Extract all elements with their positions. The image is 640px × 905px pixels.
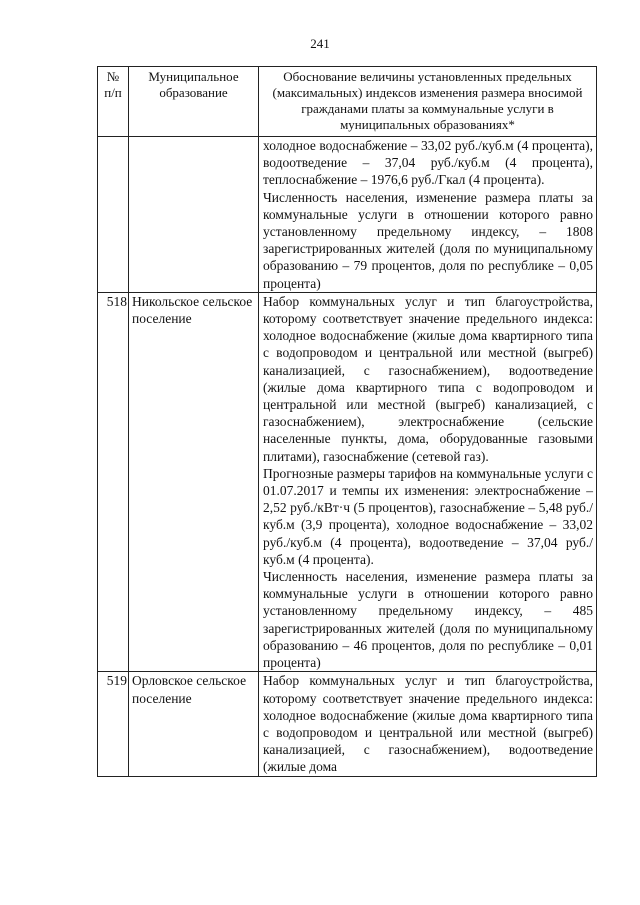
justification-cell — [259, 137, 597, 293]
tariff-justification-table — [97, 66, 597, 777]
justification-paragraph: Прогнозные размеры тарифов на коммунальные услуги с 01.07.2017 и темпы их изменения: электроснабжение – 2,52 руб./кВт·ч (5 процентов), газоснабжение – 5,48 руб./куб.м (3,9 процента), холодное водоснабжение – 33,02 руб./куб.м (4 процента), водоотведение – 37,04 руб./куб.м (4 процента). — [263, 465, 593, 567]
table-row — [98, 292, 597, 671]
justification-paragraph: холодное водоснабжение – 33,02 руб./куб.м (4 процента), водоотведение – 37,04 руб./куб.м (4 процента), теплоснабжение – 1976,6 руб./Гкал (4 процента). — [263, 138, 593, 188]
page-number: 241 — [310, 36, 330, 51]
header-num: № п/п — [98, 67, 129, 137]
justification-paragraph: Численность населения, изменение размера платы за коммунальные услуги в отношении которого равно установленному предельному индексу, – 485 зарегистрированных жителей (доля по муниципальному образованию – 46 процентов, доля по республике – 0,01 процента) — [263, 569, 593, 671]
table-row — [98, 672, 597, 776]
justification-paragraph: Численность населения, изменение размера платы за коммунальные услуги в отношении которого равно установленному предельному индексу, – 1808 зарегистрированных жителей (доля по муниципальному образованию – 79 процентов, доля по республике – 0,05 процента) — [263, 189, 593, 291]
row-number: 518 — [98, 292, 129, 671]
municipality-name — [129, 137, 259, 293]
row-number: 519 — [98, 672, 129, 776]
municipality-name: Никольское сельское поселение — [129, 292, 259, 671]
justification-paragraph: Набор коммунальных услуг и тип благоустройства, которому соответствует значение предельного индекса: холодное водоснабжение (жилые дома квартирного типа с водопроводом и центральной или местной (выгреб) канализацией, с газоснабжением), водоотведение (жилые дома — [263, 673, 593, 775]
table-header-row — [98, 67, 597, 137]
header-justification: Обоснование величины установленных предельных (максимальных) индексов изменения размера вносимой гражданами платы за коммунальные услуги в муниципальных образованиях* — [259, 67, 597, 137]
municipality-name: Орловское сельское поселение — [129, 672, 259, 776]
justification-cell — [259, 292, 597, 671]
row-number — [98, 137, 129, 293]
header-municipality: Муниципальное образование — [129, 67, 259, 137]
justification-cell — [259, 672, 597, 776]
table-row — [98, 137, 597, 293]
justification-paragraph: Набор коммунальных услуг и тип благоустройства, которому соответствует значение предельного индекса: холодное водоснабжение (жилые дома квартирного типа с водопроводом и центральной или местной (выгреб) канализацией, с газоснабжением), водоотведение (жилые дома квартирного типа с водопроводом и центральной или местной (выгреб) канализацией, с газоснабжением), электроснабжение (сельские населенные пункты, дома, оборудованные газовыми плитами), газоснабжение (сетевой газ). — [263, 293, 593, 464]
